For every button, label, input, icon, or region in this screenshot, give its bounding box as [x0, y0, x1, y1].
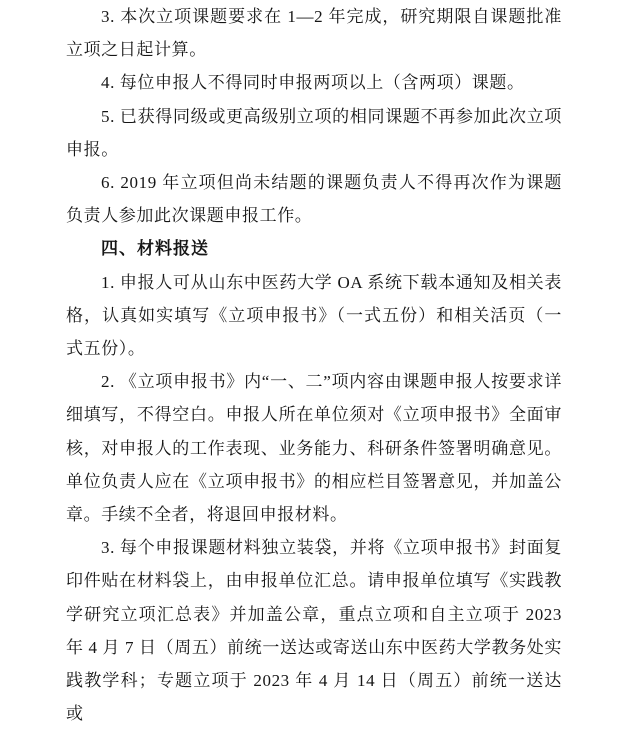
paragraph-item-3: 3. 本次立项课题要求在 1—2 年完成，研究期限自课题批准立项之日起计算。 [66, 7, 562, 60]
section-heading-materials: 四、材料报送 [101, 239, 209, 259]
paragraph-item-5: 5. 已获得同级或更高级别立项的相同课题不再参加此次立项申报。 [66, 106, 562, 159]
paragraph-item-4: 4. 每位申报人不得同时申报两项以上（含两项）课题。 [101, 73, 525, 93]
paragraph-materials-2: 2. 《立项申报书》内“一、二”项内容由课题申报人按要求详细填写，不得空白。申报人所在单位须对《立项申报书》全面审核，对申报人的工作表现、业务能力、科研条件签署明确意见。单位负责人应在《立项申报书》的相应栏目签署意见，并加盖公章。手续不全者，将退回申报材料。 [66, 372, 562, 525]
paragraph-materials-1: 1. 申报人可从山东中医药大学 OA 系统下载本通知及相关表格，认真如实填写《立项申报书》（一式五份）和相关活页（一式五份）。 [66, 272, 562, 359]
paragraph-item-6: 6. 2019 年立项但尚未结题的课题负责人不得再次作为课题负责人参加此次课题申报工作。 [66, 173, 562, 226]
paragraph-materials-3: 3. 每个申报课题材料独立装袋，并将《立项申报书》封面复印件贴在材料袋上，由申报单位汇总。请申报单位填写《实践教学研究立项汇总表》并加盖公章，重点立项和自主立项于 2023 年 4 月 7 日（周五）前统一送达或寄送山东中医药大学教务处实践教学科；专题立项于 2023 年 4 月 14 日（周五）前统一送达或 [66, 538, 562, 724]
